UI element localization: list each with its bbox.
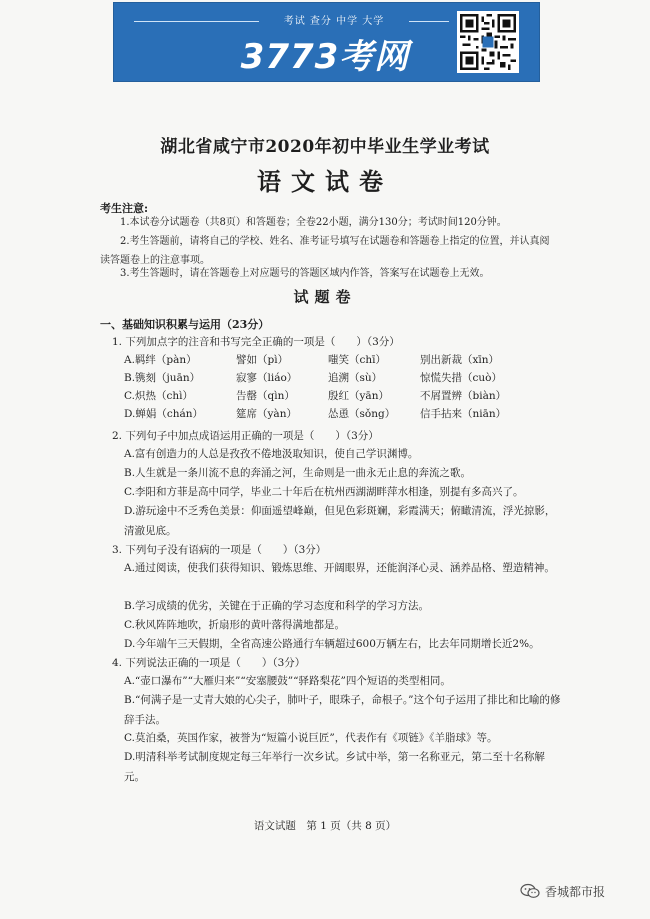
answer-choice: D.今年端午三天假期，全省高速公路通行车辆超过600万辆左右，比去年同期增长近2%。	[124, 638, 540, 650]
notice-item-3: 3.考生答题时，请在答题卷上对应题号的答题区域内作答，答案写在试题卷上无效。	[120, 268, 490, 279]
question-stem: 1. 下列加点字的注音和书写完全正确的一项是（ ）（3分）	[112, 336, 400, 348]
question-stem: 3. 下列句子没有语病的一项是（ ）（3分）	[112, 544, 327, 556]
answer-choice: D.蝉娟（chán）	[124, 408, 204, 420]
qr-code-icon	[457, 11, 519, 73]
answer-choice: 惊慌失措（cuò）	[420, 372, 502, 384]
answer-choice: 寂寥（liáo）	[236, 372, 298, 384]
notice-item-2: 2.考生答题前，请将自己的学校、姓名、准考证号填写在试题卷和答题卷上指定的位置，并认真阅读答题卷上的注意事项。	[100, 236, 550, 266]
answer-choice: C.秋风阵阵地吹，折扇形的黄叶落得满地都是。	[124, 619, 345, 631]
answer-choice: B.学习成绩的优劣，关键在于正确的学习态度和科学的学习方法。	[124, 600, 430, 612]
question-stem: 2. 下列句子中加点成语运用正确的一项是（ ）（3分）	[112, 430, 379, 442]
answer-choice: 不屑置辨（biàn）	[420, 390, 507, 402]
answer-choice: B.“何满子是一丈青大娘的心尖子，肺叶子，眼珠子，命根子。”这个句子运用了排比和比喻的修辞手法。	[124, 694, 561, 726]
answer-choice: C.李阳和方菲是高中同学，毕业二十年后在杭州西湖湖畔萍水相逢，别提有多高兴了。	[124, 486, 524, 498]
answer-choice: A.羁绊（pàn）	[124, 354, 197, 366]
answer-choice: B.镌刻（juān）	[124, 372, 201, 384]
answer-choice: 信手拈来（niān）	[420, 408, 507, 420]
answer-choice: 筵席（yàn）	[236, 408, 297, 420]
answer-choice: D.游玩途中不乏秀色美景：仰面遥望峰巅，但见色彩斑斓，彩霞满天；俯瞰清流，浮光掠影，清澈见底。	[124, 505, 556, 537]
section-title: 试题卷	[293, 288, 357, 306]
answer-choice: 别出新裁（xīn）	[420, 354, 500, 366]
answer-choice: 嗤笑（chī）	[328, 354, 387, 366]
answer-choice: A.“壶口瀑布”“大雁归来”“安塞腰鼓”“驿路梨花”四个短语的类型相同。	[124, 675, 451, 687]
slogan-divider-left	[134, 21, 259, 22]
answer-choice: C.炽热（chì）	[124, 390, 193, 402]
banner-slogan: 考试 查分 中学 大学	[283, 16, 385, 27]
answer-choice: 追溯（sù）	[328, 372, 383, 384]
paper-title: 语文试卷	[257, 167, 393, 196]
notice-heading: 考生注意:	[100, 202, 149, 215]
answer-choice: C.莫泊桑，英国作家，被誉为“短篇小说巨匠”，代表作有《项链》《羊脂球》等。	[124, 732, 498, 744]
answer-choice: 譬如（pì）	[236, 354, 289, 366]
part-heading: 一、基础知识积累与运用（23分）	[100, 318, 270, 331]
site-logo: 3773考网	[240, 37, 410, 77]
exam-title: 湖北省咸宁市2020年初中毕业生学业考试	[160, 137, 490, 157]
question-stem: 4. 下列说法正确的一项是（ ）（3分）	[112, 657, 306, 669]
header-banner	[113, 2, 540, 82]
page-footer: 语文试题 第 1 页（共 8 页）	[253, 820, 397, 832]
answer-choice: B.人生就是一条川流不息的奔涌之河，生命则是一曲永无止息的奔流之歌。	[124, 467, 472, 479]
watermark-text: 香城都市报	[545, 884, 606, 899]
notice-item-1: 1.本试卷分试题卷（共8页）和答题卷；全卷22小题，满分130分；考试时间120分钟。	[120, 217, 507, 228]
source-watermark	[520, 880, 605, 902]
answer-choice: 告罄（qìn）	[236, 390, 295, 402]
slogan-divider-right	[409, 21, 449, 22]
answer-choice: A.通过阅读，使我们获得知识、锻炼思维、开阔眼界，还能润泽心灵、涵养品格、塑造精神。	[124, 562, 555, 574]
answer-choice: 怂恿（sǒng）	[328, 408, 396, 420]
wechat-icon	[520, 883, 540, 899]
answer-choice: 殷红（yān）	[328, 390, 389, 402]
answer-choice: A.富有创造力的人总是孜孜不倦地汲取知识，使自己学识渊博。	[124, 448, 419, 460]
answer-choice: D.明清科举考试制度规定每三年举行一次乡试。乡试中举，第一名称亚元，第二至十名称解元。	[124, 751, 545, 783]
